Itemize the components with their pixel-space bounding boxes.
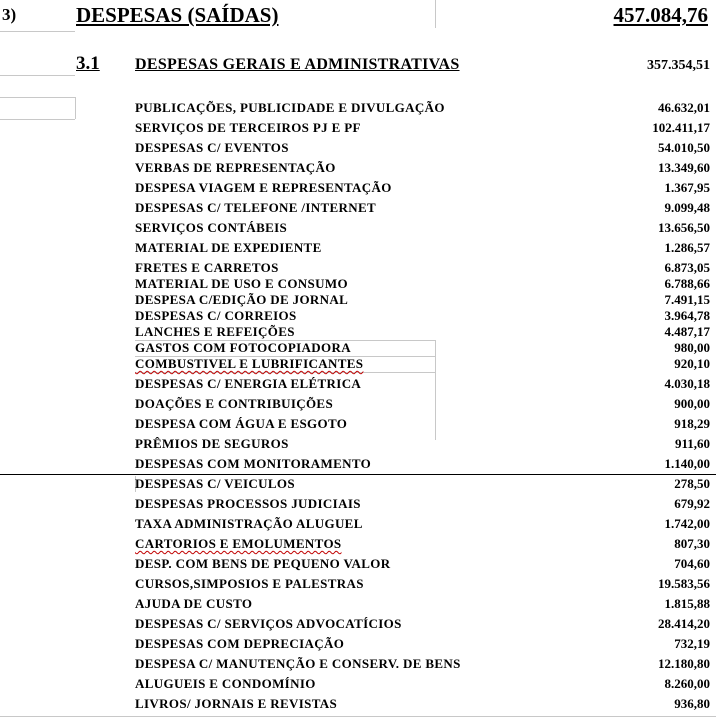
expense-row <box>135 340 710 356</box>
expense-value: 102.411,17 <box>652 120 710 135</box>
expense-label: PRÊMIOS DE SEGUROS <box>135 436 289 451</box>
expense-row <box>135 596 710 612</box>
expense-row <box>135 416 710 432</box>
expense-label: DESP. COM BENS DE PEQUENO VALOR <box>135 556 391 571</box>
expense-value: 679,92 <box>674 496 710 511</box>
subsection-title: DESPESAS GERAIS E ADMINISTRATIVAS <box>135 56 460 73</box>
expense-value: 704,60 <box>674 556 710 571</box>
expense-value: 13.656,50 <box>658 220 710 235</box>
expense-row <box>135 180 710 196</box>
expense-value: 54.010,50 <box>658 140 710 155</box>
grid-line <box>75 97 76 119</box>
expense-row <box>135 396 710 412</box>
expense-row <box>135 260 710 276</box>
expense-value: 1.742,00 <box>664 516 710 531</box>
expense-value: 920,10 <box>674 356 710 371</box>
expense-row <box>135 276 710 292</box>
grid-line <box>0 31 75 32</box>
expense-row <box>135 496 710 512</box>
expense-row <box>135 160 710 176</box>
expense-row <box>135 656 710 672</box>
expense-label: FRETES E CARRETOS <box>135 260 279 275</box>
expense-label: DESPESAS C/ ENERGIA ELÉTRICA <box>135 376 362 391</box>
expense-value: 911,60 <box>674 436 710 451</box>
expense-label: DESPESA VIAGEM E REPRESENTAÇÃO <box>135 180 392 195</box>
expense-value: 900,00 <box>674 396 710 411</box>
expense-label: PUBLICAÇÕES, PUBLICIDADE E DIVULGAÇÃO <box>135 100 445 115</box>
expense-value: 6.788,66 <box>664 276 710 291</box>
subsection-total: 357.354,51 <box>647 58 710 73</box>
expense-label: AJUDA DE CUSTO <box>135 596 253 611</box>
expense-value: 278,50 <box>674 476 710 491</box>
expense-value: 1.140,00 <box>664 456 710 471</box>
expense-row <box>135 240 710 256</box>
expense-row <box>135 636 710 652</box>
expense-value: 807,30 <box>674 536 710 551</box>
expense-row <box>135 200 710 216</box>
expense-label: DESPESAS COM DEPRECIAÇÃO <box>135 636 345 651</box>
expense-value: 19.583,56 <box>658 576 710 591</box>
grid-line <box>435 0 436 28</box>
expense-label: DESPESAS PROCESSOS JUDICIAIS <box>135 496 361 511</box>
expense-label: DESPESA C/EDIÇÃO DE JORNAL <box>135 292 349 307</box>
expense-label: SERVIÇOS CONTÁBEIS <box>135 220 288 235</box>
expense-label: MATERIAL DE EXPEDIENTE <box>135 240 322 255</box>
expense-value: 732,19 <box>674 636 710 651</box>
expense-value: 6.873,05 <box>664 260 710 275</box>
expense-row <box>135 696 710 712</box>
expense-label: DESPESAS COM MONITORAMENTO <box>135 456 372 471</box>
expense-label: COMBUSTIVEL E LUBRIFICANTES <box>135 356 364 371</box>
expense-row <box>135 376 710 392</box>
grid-line <box>0 75 75 76</box>
expense-row <box>135 100 710 116</box>
expense-value: 4.030,18 <box>664 376 710 391</box>
expense-label: MATERIAL DE USO E CONSUMO <box>135 276 348 291</box>
expense-label: DESPESAS C/ EVENTOS <box>135 140 289 155</box>
expense-label: CARTORIOS E EMOLUMENTOS <box>135 536 342 551</box>
expense-row <box>135 616 710 632</box>
expense-row <box>135 308 710 324</box>
expense-label: DESPESAS C/ CORREIOS <box>135 308 297 323</box>
expense-value: 980,00 <box>674 340 710 355</box>
expense-row <box>135 576 710 592</box>
expense-label: VERBAS DE REPRESENTAÇÃO <box>135 160 336 175</box>
expense-row <box>135 324 710 340</box>
expense-label: ALUGUEIS E CONDOMÍNIO <box>135 676 316 691</box>
expense-label: DOAÇÕES E CONTRIBUIÇÕES <box>135 396 334 411</box>
expense-value: 12.180,80 <box>658 656 710 671</box>
expense-label: SERVIÇOS DE TERCEIROS PJ E PF <box>135 120 361 135</box>
expense-label: DESPESAS C/ VEICULOS <box>135 476 295 491</box>
expense-label: CURSOS,SIMPOSIOS E PALESTRAS <box>135 576 364 591</box>
expense-label: LIVROS/ JORNAIS E REVISTAS <box>135 696 338 711</box>
expense-row <box>135 356 710 372</box>
expense-value: 13.349,60 <box>658 160 710 175</box>
expense-label: DESPESA C/ MANUTENÇÃO E CONSERV. DE BENS <box>135 656 461 671</box>
grid-line <box>135 372 435 373</box>
expense-row <box>135 536 710 552</box>
expense-value: 1.815,88 <box>664 596 710 611</box>
expense-value: 4.487,17 <box>664 324 710 339</box>
subsection-number: 3.1 <box>76 53 100 74</box>
expense-value: 28.414,20 <box>658 616 710 631</box>
expense-label: DESPESAS C/ SERVIÇOS ADVOCATÍCIOS <box>135 616 402 631</box>
expense-row <box>135 676 710 692</box>
expense-label: GASTOS COM FOTOCOPIADORA <box>135 340 351 355</box>
section-number: 3) <box>2 5 17 24</box>
section-total: 457.084,76 <box>613 3 708 27</box>
section-title: DESPESAS (SAÍDAS) <box>76 3 279 27</box>
expense-row <box>135 140 710 156</box>
grid-line <box>0 716 716 717</box>
expense-value: 918,29 <box>674 416 710 431</box>
grid-line <box>0 119 75 120</box>
expense-row <box>135 436 710 452</box>
divider-line <box>0 474 716 475</box>
expense-value: 46.632,01 <box>658 100 710 115</box>
grid-line <box>0 97 75 98</box>
expense-label: DESPESAS C/ TELEFONE /INTERNET <box>135 200 377 215</box>
expense-value: 1.286,57 <box>664 240 710 255</box>
expense-value: 7.491,15 <box>664 292 710 307</box>
expense-value: 8.260,00 <box>664 676 710 691</box>
expense-row <box>135 476 710 492</box>
expense-row <box>135 556 710 572</box>
expense-row <box>135 456 710 472</box>
expense-label: LANCHES E REFEIÇÕES <box>135 324 295 339</box>
expense-row <box>135 516 710 532</box>
expense-value: 9.099,48 <box>664 200 710 215</box>
expense-value: 936,80 <box>674 696 710 711</box>
expense-row <box>135 120 710 136</box>
expense-value: 3.964,78 <box>664 308 710 323</box>
expense-value: 1.367,95 <box>664 180 710 195</box>
expense-label: DESPESA COM ÁGUA E ESGOTO <box>135 416 348 431</box>
expense-row <box>135 292 710 308</box>
expense-row <box>135 220 710 236</box>
expense-label: TAXA ADMINISTRAÇÃO ALUGUEL <box>135 516 363 531</box>
